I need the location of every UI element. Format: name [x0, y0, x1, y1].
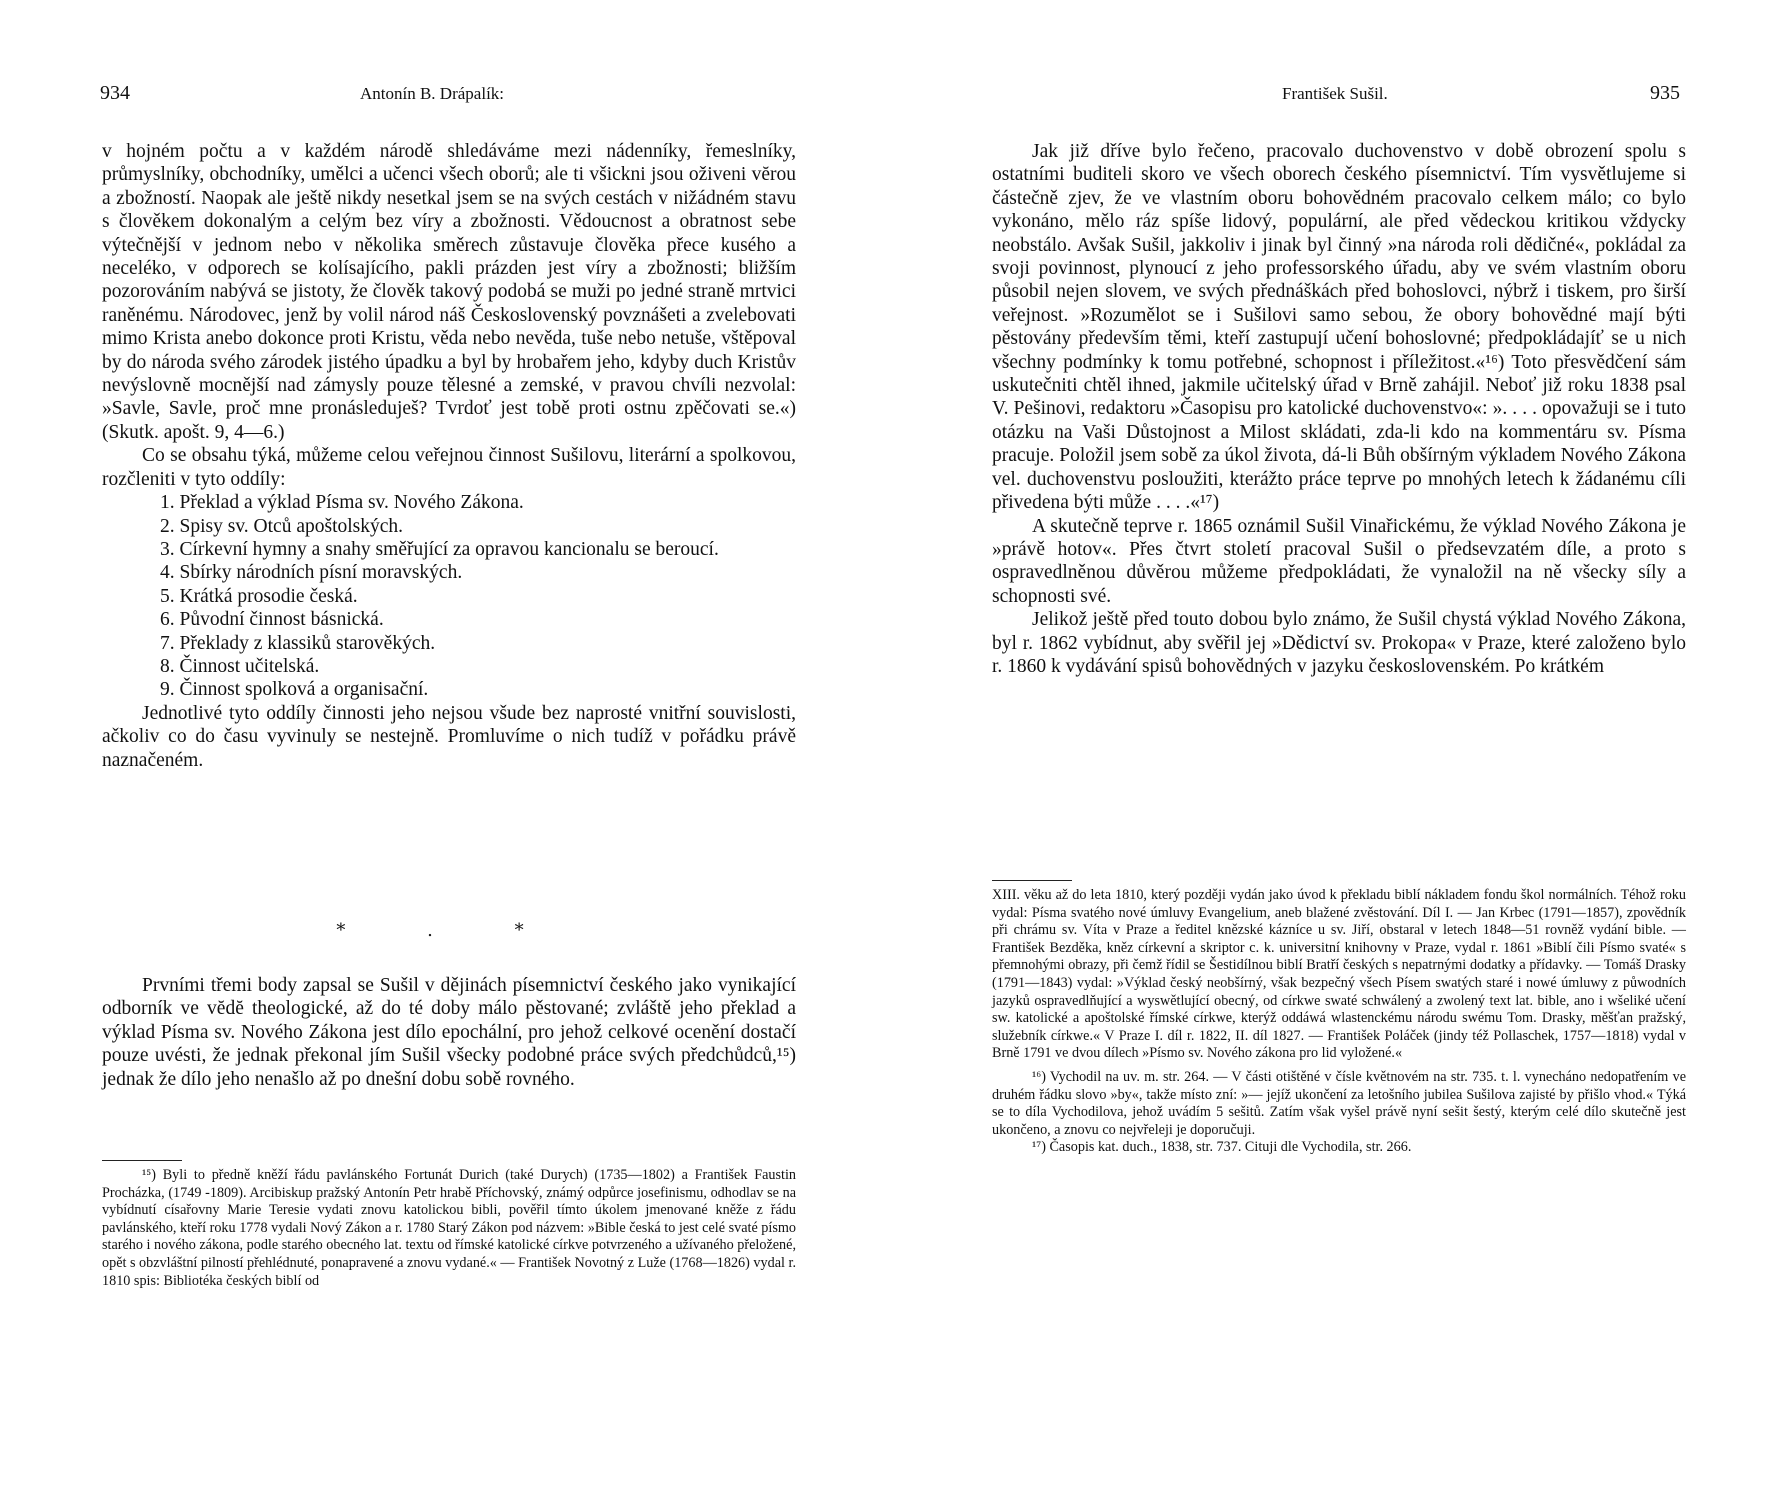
list-item: 6. Původní činnost básnická.: [160, 609, 384, 631]
list-item: 2. Spisy sv. Otců apoštolských.: [160, 515, 404, 537]
list-item: 5. Krátká prosodie česká.: [160, 585, 358, 607]
paragraph: Jelikož ještě před touto dobou bylo známo, že Sušil chystá výklad Nového Zákona, byl r. 1862 vybídnut, aby svěřil jej »Dědictví sv. Prokopa« v Praze, které založeno bylo r. 1860 k vydávání spisů bohovědných v jazyku československém. Po krátkém: [992, 609, 1686, 677]
footnote-continuation: [992, 887, 1686, 1063]
running-head: František Sušil.: [1282, 84, 1388, 103]
footnote-17: [992, 1139, 1686, 1157]
page-number: 935: [1650, 82, 1680, 104]
footnote-rule: [992, 880, 1072, 881]
footnote-text: XIII. věku až do leta 1810, který později vydán jako úvod k překladu biblí nákladem fondu škol normálních. Téhož roku vydal: Písma svatého nové úmluvy Evangelium, aneb blažené zvěstování. Díl I. — Jan Krbec (1791—1857), zpovědník při chrámu sv. Víta v Praze a ředitel knězské kázníce u sv. Jiří, obstaral v letech 1848—51 rovněž vydání bible. — František Bezděka, kněz církevní a skriptor c. k. universitní knihovny v Praze, vydal r. 1861 »Biblí čili Písmo svaté« s přemnohými obrazy, při čemž řídil se Šestidílnou biblí Bratří českých s nepatrnými dodatky a přídavky. — Tomáš Drasky (1791—1843) vydal: »Výklad český neobšírný, však bezpečný všech Písem swatých staré i nowé úmluwy z půwodních jazyků ospravedlňující a wyswětlující obecný, od církwe swaté schwálený a zwolený text lat. bible, ano i wšeliké učení sw. katolické a apoštolské římské církwe, kterýž oddáwá wlastenckému národu swému Tom. Drasky, měšťan pražský, služebník církwe.« V Praze I. díl r. 1822, II. díl 1827. — František Poláček (jindy též Pollaschek, 1757—1818) vydal v Brně 1791 ve dvou dílech »Písmo sv. Nového zákona pro lid vyložené.«: [992, 887, 1686, 1062]
page-number: 934: [100, 82, 130, 104]
list-item: 8. Činnost učitelská.: [160, 655, 320, 677]
footnote-text: ¹⁷) Časopis kat. duch., 1838, str. 737. Cituji dle Vychodila, str. 266.: [1032, 1139, 1412, 1156]
section-divider: * . *: [336, 920, 562, 941]
paragraph: A skutečně teprve r. 1865 oznámil Sušil Vinařickému, že výklad Nového Zákona je »právě hotov«. Přes čtvrt století pracoval Sušil o předsevzatém díle, a proto s ospravedlněnou důvěrou můžeme předpokládati, že vynaložil na ně všecky síly a schopnosti své.: [992, 515, 1686, 607]
list-item: 1. Překlad a výklad Písma sv. Nového Zákona.: [160, 492, 524, 514]
list-item: 3. Církevní hymny a snahy směřující za opravou kancionalu se beroucí.: [160, 538, 719, 560]
main-text: [992, 140, 1686, 678]
paragraph: Jak již dříve bylo řečeno, pracovalo duchovenstvo v době obrození spolu s ostatními buditeli skoro ve všech oborech českého písemnictví. Tím vysvětlujeme si částečně zjev, že ve vlastním oboru bohovědném pracovalo celkem málo; co bylo vykonáno, mělo ráz spíše lidový, populární, ale před vědeckou kritikou vždycky neobstálo. Avšak Sušil, jakkoliv i jinak byl činný »na národa roli dědičné«, pokládal za svoji povinnost, plynoucí z jeho professorského úřadu, aby ve svém vlastním oboru působil nejen slovem, ve svých přednáškách před bohoslovci, nýbrž i tiskem, pro širší veřejnost. »Rozumělot se i Sušilovi samo sebou, že obory bohovědné mají býti pěstovány především těmi, kteří zastupují učení bohoslovné; předpokládajíť se u nich všechny podmínky k tomu potřebné, schopnost i příležitost.«¹⁶) Toto přesvědčení sám uskutečniti chtěl ihned, jakmile učitelský úřad v Brně zahájil. Neboť již roku 1838 psal V. Pešinovi, redaktoru »Časopisu pro katolické duchovenstvo«: ». . . . opovažuji se i tuto otázku na Vaši Důstojnost a Milost skládati, zda-li kdo na kommentáru sv. Písma pracuje. Položil jsem sobě za úkol života, dá-li Bůh obšírným výkladem Nového Zákona vel. duchovenstvu posloužiti, kterážto práce teprve po mnohých letech k žádanému cíli přivedena býti může . . . .«¹⁷): [992, 141, 1686, 514]
running-head: Antonín B. Drápalík:: [360, 84, 505, 103]
paragraph: Jednotlivé tyto oddíly činnosti jeho nejsou všude bez naprosté vnitřní souvislosti, ačkoliv co do času vyvinuly se nestejně. Promluvíme o nich tudíž v pořádku právě naznačeném.: [102, 702, 796, 771]
paragraph: Prvními třemi body zapsal se Sušil v dějinách písemnictví českého jako vynikající odborník ve vĕdĕ theologické, až do té doby málo pěstované; zvláště jeho překlad a výklad Písma sv. Nového Zákona jest dílo epochální, pro jehož celkové ocenění dostačí pouze uvésti, že jednak překonal jím Sušil všecky podobné práce svých předchůdců,¹⁵) jednak že dílo jeho nenašlo až po dnešní dobu sobě rovného.: [102, 975, 796, 1090]
footnotes: [992, 880, 1686, 1157]
list-item: 7. Překlady z klassiků starověkých.: [160, 632, 436, 654]
footnote-rule: [102, 1160, 182, 1161]
list-item: 4. Sbírky národních písní moravských.: [160, 562, 463, 584]
footnote-text: ¹⁶) Vychodil na uv. m. str. 264. — V části otištěné v čísle květnovém na str. 735. t. l. vynecháno nedopatřením ve druhém řádku slovo »by«, takže místo zní: »— jejíž ukončení za letošního jubilea Sušilova zajisté by přišlo vhod.« Týká se to díla Vychodilova, jehož uvádím 5 sešitů. Zatím však vyšel právě nyní sešit šestý, kterým celé dílo skutečně jest ukončeno, a znovu co nejvřeleji je doporučuji.: [992, 1068, 1686, 1138]
topic-list: [102, 491, 796, 702]
footnotes: [102, 1160, 796, 1290]
list-item: 9. Činnost spolková a organisační.: [160, 679, 429, 701]
footnote-text: ¹⁵) Byli to předně kněží řádu pavlánského Fortunát Durich (také Durych) (1735—1802) a František Faustin Procházka, (1749 -1809). Arcibiskup pražský Antonín Petr hrabě Příchovský, známý odpůrce josefinismu, odhodlav se na vybídnutí císařovny Marie Teresie vydati znovu katolickou bibli, pověřil tímto úkolem jmenované kněže z řádu pavlánského, kteří roku 1778 vydali Nový Zákon a r. 1780 Starý Zákon pod názvem: »Bible česká to jest celé svaté písmo starého i nového zákona, podle starého obecného lat. textu od římské katolické církve potvrzeného a užívaného přeložené, opět s obzvláštní pilností přehlédnuté, ponapravené a znovu vydané.« — František Novotný z Luže (1768—1826) vydal r. 1810 spis: Bibliotéka českých biblí od: [102, 1167, 796, 1289]
footnote-15: [102, 1167, 796, 1290]
right-page: [890, 0, 1780, 1501]
section-text: [102, 974, 796, 1091]
paragraph: v hojném počtu a v každém národě shledáváme mezi nádenníky, řemeslníky, průmyslníky, obchodníky, umělci a učenci všech oborů; ale ti všickni jsou oživeni vĕrou a zbožností. Naopak ale ještě nikdy nesetkal jsem se na svých cestách v nižádném stavu s člověkem dokonalým a celým bez víry a zbožnosti. Vědoucnost a obratnost sebe výtečnější v jednom nebo v několika směrech zůstavuje člověka přece kusého a neceléko, v odporech se kolísajícího, pakli prázden jest víry a zbožnosti; bližším pozorováním nabývá se jistoty, že člověk takový podobá se muži po jedné straně mrtvici raněnému. Národovec, jenž by volil národ náš Československý povznášeti a zvelebovati mimo Krista anebo dokonce proti Kristu, věda nebo nevěda, tuše nebo netuše, vštěpoval by do národa svého zárodek jistého úpadku a byl by hrobařem jeho, kdyby duch Kristův nevýslovně mocnější nad zámysly pouze tělesné a zemské, v pravou chvíli nezvolal: »Savle, Savle, proč mne pronásleduješ? Tvrdoť jest tobě proti ostnu zpěčovati se.«) (Skutk. apošt. 9, 4—6.): [102, 141, 796, 443]
paragraph: Co se obsahu týká, můžeme celou veřejnou činnost Sušilovu, literární a spolkovou, rozčleniti v tyto oddíly:: [102, 445, 796, 490]
main-text: [102, 140, 796, 772]
footnote-16: [992, 1069, 1686, 1139]
